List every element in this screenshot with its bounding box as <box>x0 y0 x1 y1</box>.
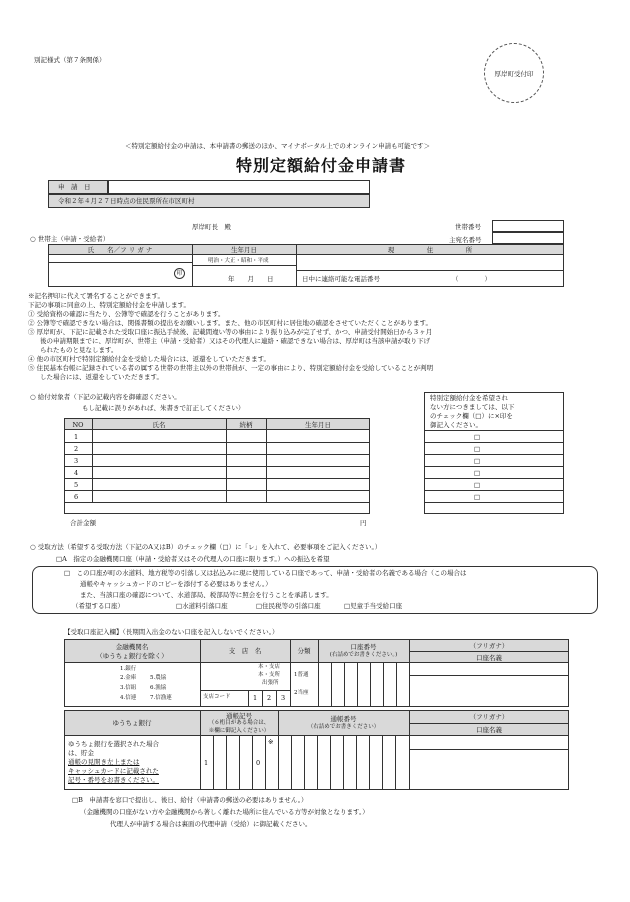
beneficiaries-label: ○ 給付対象者（下記の記載内容を御確認ください。 <box>30 393 181 401</box>
inst-type: 6.漁協 <box>150 685 167 691</box>
divider <box>276 690 277 707</box>
institution-header-note: （ゆうちょ銀行を除く） <box>96 652 168 660</box>
yucho-asterisk: ※ <box>268 738 274 746</box>
option-a[interactable]: □A 指定の金融機関口座（申請・受給者又はその代理人の口座に限ります。）への振込を希望 <box>56 555 330 563</box>
yucho-note: 記号・番号をお書きください。 <box>68 776 159 784</box>
digit-divider <box>382 736 383 790</box>
yucho-digit: 1 <box>204 759 209 767</box>
divider <box>64 466 370 467</box>
pref-resident-tax[interactable]: □住民税等の引落口座 <box>256 602 321 610</box>
branch-code-digit: 2 <box>267 694 272 702</box>
divider <box>424 430 564 431</box>
option-a-detail: また、当該口座の確認について、水道部局、税部局等に照会を行うことを承諾します。 <box>80 591 333 599</box>
addressee: 厚岸町長 殿 <box>192 223 231 231</box>
holder-header: 口座名義 <box>476 654 502 662</box>
account-number-header: 口座番号 <box>350 643 377 651</box>
row-number: 2 <box>74 445 79 453</box>
divider <box>409 723 569 724</box>
application-date-field[interactable] <box>108 180 370 194</box>
digit-divider <box>252 736 253 790</box>
branch-code-digit: 1 <box>253 694 258 702</box>
yucho-number-note: （右詰めでお書きください） <box>307 724 380 730</box>
account-number-note: (右詰めでお書きください。) <box>329 652 398 658</box>
class-header: 分類 <box>297 647 311 655</box>
note-line: られたものと見なします。 <box>40 346 118 354</box>
note-line: ⑤ 住民基本台帳に記録されている者の属する世帯の世帯主以外の世帯員が、一定の事由により、特別定額給付金を受給していることが判明 <box>28 364 434 372</box>
opt-out-checkbox[interactable]: □ <box>474 445 481 453</box>
yucho-note: 通帳の見開き左上または <box>68 758 140 766</box>
divider <box>424 442 564 443</box>
row-number: 1 <box>74 433 79 441</box>
col-dob-header: 生年月日 <box>305 421 331 429</box>
total-amount-label: 合計金額 <box>70 519 96 527</box>
reception-stamp-area <box>484 43 544 103</box>
seal-mark: 印 <box>174 268 185 279</box>
name-header: 氏 名／フ リ ガ ナ <box>87 246 153 254</box>
yucho-symbol-note: （６桁目がある場合は、 <box>208 720 270 726</box>
digit-divider <box>356 736 357 790</box>
divider <box>64 478 370 479</box>
col-name-header: 氏名 <box>152 421 166 429</box>
note-line: ④ 他の市区町村で特別定額給付金を受給した場合には、返還をしていただきます。 <box>28 355 271 363</box>
opt-out-checkbox[interactable]: □ <box>474 469 481 477</box>
digit-divider <box>226 736 227 790</box>
digit-divider <box>330 736 331 790</box>
option-a-detail: 通帳やキャッシュカードのコピーを添付する必要はありません。） <box>80 580 272 588</box>
col-no-header: NO <box>72 421 84 429</box>
digit-divider <box>370 663 371 707</box>
yen-unit: 円 <box>360 519 367 527</box>
divider <box>64 454 370 455</box>
yucho-furigana-header: （フリガナ） <box>469 713 509 721</box>
option-b[interactable]: □B 申請書を窓口で提出し、後日、給付（申請書の郵送の必要はありません。） <box>72 796 308 804</box>
divider <box>192 265 296 266</box>
phone-parens: （ ） <box>452 275 491 283</box>
online-notice: ＜特別定額給付金の申請は、本申請書の郵送のほか、マイナポータル上でのオンライン申請も可能です＞ <box>125 142 431 150</box>
note-line: ② 公簿等で確認できない場合は、関係書類の提出をお願いします。また、他の市区町村に居住地の確認をさせていただくことがあります。 <box>28 319 433 327</box>
digit-divider <box>357 663 358 707</box>
branch-code-label: 支店コード <box>203 694 231 700</box>
row-number: 5 <box>74 481 79 489</box>
pref-child-allowance[interactable]: □児童手当受給口座 <box>344 602 403 610</box>
digit-divider <box>344 663 345 707</box>
inst-type: 7.信漁連 <box>150 695 172 701</box>
divider <box>424 490 564 491</box>
divider <box>424 466 564 467</box>
bank-section-label: 【受取口座記入欄】（長期間入出金のない口座を記入しないでください。） <box>64 628 279 636</box>
opt-out-note: ない方につきましては、以下 <box>430 403 515 411</box>
yucho-note: ゆうちょ銀行を選択された場合 <box>68 740 159 748</box>
note-line: ③ 厚岸町が、下記に記載された受取口座に振込手続後、記載間違い等の事由により振り込みが完了せず、かつ、申請受付開始日から３ヶ月 <box>28 328 433 336</box>
dob-units: 年 月 日 <box>228 275 274 283</box>
institution-header: 金融機関名 <box>115 643 149 651</box>
household-number-label: 世帯番号 <box>455 223 481 231</box>
divider <box>64 442 370 443</box>
inst-type: 3.信組 <box>120 685 137 691</box>
applicant-section-label: ○ 世帯主（申請・受給者） <box>30 235 110 243</box>
residence-label: 令和２年４月２７日時点の住民票所在市区町村 <box>58 197 195 205</box>
opt-out-note: 御記入ください。 <box>430 421 482 429</box>
branch-header: 支 店 名 <box>228 647 262 655</box>
yucho-symbol-header: 通帳記号 <box>226 712 252 720</box>
divider <box>424 478 564 479</box>
digit-divider <box>383 663 384 707</box>
acct-type: 2当座 <box>294 690 309 696</box>
digit-divider <box>396 663 397 707</box>
divider <box>409 651 569 652</box>
divider <box>296 244 297 287</box>
address-header: 現 住 所 <box>387 246 473 254</box>
divider <box>424 502 564 503</box>
note-line: した場合には、返還をしていただきます。 <box>40 373 163 381</box>
inst-type: 5.農協 <box>150 675 167 681</box>
acct-type: 1普通 <box>294 672 309 678</box>
divider <box>64 490 370 491</box>
phone-label: 日中に連絡可能な電話番号 <box>302 275 380 283</box>
era-options: 明治・大正・昭和・平成 <box>208 258 269 264</box>
head-name-number-label: 主宛名番号 <box>449 236 482 244</box>
yucho-note: は、貯金 <box>68 749 94 757</box>
divider <box>409 710 410 790</box>
beneficiaries-label-2: もし記載に誤りがあれば、朱書きで訂正してください） <box>82 404 245 412</box>
application-date-label: 申 請 日 <box>58 183 91 191</box>
opt-out-checkbox[interactable]: □ <box>474 433 481 441</box>
divider <box>64 502 370 503</box>
branch-type: 出張所 <box>262 680 279 686</box>
divider <box>262 690 263 707</box>
form-reference: 別記様式（第７条関係） <box>34 56 106 64</box>
digit-divider <box>395 736 396 790</box>
digit-divider <box>291 736 292 790</box>
head-name-number-field[interactable] <box>492 232 564 244</box>
preferred-account-label: （希望する口座） <box>72 602 124 610</box>
reception-stamp-label: 厚岸町受付印 <box>494 70 534 78</box>
divider <box>424 454 564 455</box>
receipt-method-label: ○ 受取方法（希望する受取方法（下記のA又はB）のチェック欄（□）に「レ」を入れて、必要事項をご記入ください。） <box>30 543 382 551</box>
branch-code-digit: 3 <box>281 694 286 702</box>
household-number-field[interactable] <box>492 220 564 232</box>
divider <box>296 270 564 271</box>
digit-divider <box>265 736 266 790</box>
row-number: 3 <box>74 457 79 465</box>
yucho-holder-header: 口座名義 <box>476 726 502 734</box>
yucho-note: キャッシュカードに記載された <box>68 767 159 775</box>
branch-type: 本・支店 <box>258 664 281 670</box>
row-number: 4 <box>74 469 79 477</box>
digit-divider <box>331 663 332 707</box>
row-number: 6 <box>74 493 79 501</box>
note-line: 下記の事項に同意の上、特別定額給付金を申請します。 <box>28 301 190 309</box>
yucho-number-header: 通帳番号 <box>330 715 357 723</box>
pref-water[interactable]: □水道料引落口座 <box>176 602 228 610</box>
furigana-header: （フリガナ） <box>469 642 509 650</box>
opt-out-checkbox[interactable]: □ <box>474 481 481 489</box>
inst-type: 2.金庫 <box>120 675 137 681</box>
opt-out-note: のチェック欄（□）に×印を <box>430 412 513 420</box>
option-a-detail[interactable]: □ この口座が町の水道料、地方税等の引落し又は払込みに現に使用している口座であって、申請・受給者の名義である場合（この場合は <box>64 569 467 577</box>
digit-divider <box>304 736 305 790</box>
note-line: ① 受給資格の確認に当たり、公簿等で確認を行うことがあります。 <box>28 310 225 318</box>
divider <box>409 749 569 750</box>
digit-divider <box>369 736 370 790</box>
yucho-symbol-note: ※欄に御記入ください） <box>208 728 270 734</box>
inst-type: 4.信連 <box>120 695 137 701</box>
yucho-digit: 0 <box>256 759 261 767</box>
proxy-note: 代理人が申請する場合は裏面の代理申請（受給）に御記載ください。 <box>110 820 312 828</box>
digit-divider <box>317 736 318 790</box>
divider <box>409 675 569 676</box>
option-b-note: （金融機関の口座がない方や金融機関から著しく離れた場所に住んでいる方等が対象となります。） <box>80 808 369 816</box>
digit-divider <box>213 736 214 790</box>
opt-out-checkbox[interactable]: □ <box>474 493 481 501</box>
digit-divider <box>343 736 344 790</box>
divider <box>48 262 192 263</box>
digit-divider <box>239 736 240 790</box>
col-relation-header: 続柄 <box>239 421 253 429</box>
inst-type: 1.銀行 <box>120 666 137 672</box>
note-line: ※記名押印に代えて署名することができます。 <box>28 292 164 300</box>
opt-out-note: 特別定額給付金を希望され <box>430 394 508 402</box>
branch-type: 本・支所 <box>258 672 281 678</box>
yucho-label: ゆうちょ銀行 <box>112 719 152 727</box>
page-title: 特別定額給付金申請書 <box>236 156 407 175</box>
opt-out-checkbox[interactable]: □ <box>474 457 481 465</box>
note-line: 後の申請期限までに、厚岸町が、世帯主（申請・受給者）又はその代理人に連絡・確認できない場合は、厚岸町は当該申請が取り下げ <box>40 337 430 345</box>
divider <box>248 690 249 707</box>
dob-header: 生年月日 <box>231 246 257 254</box>
